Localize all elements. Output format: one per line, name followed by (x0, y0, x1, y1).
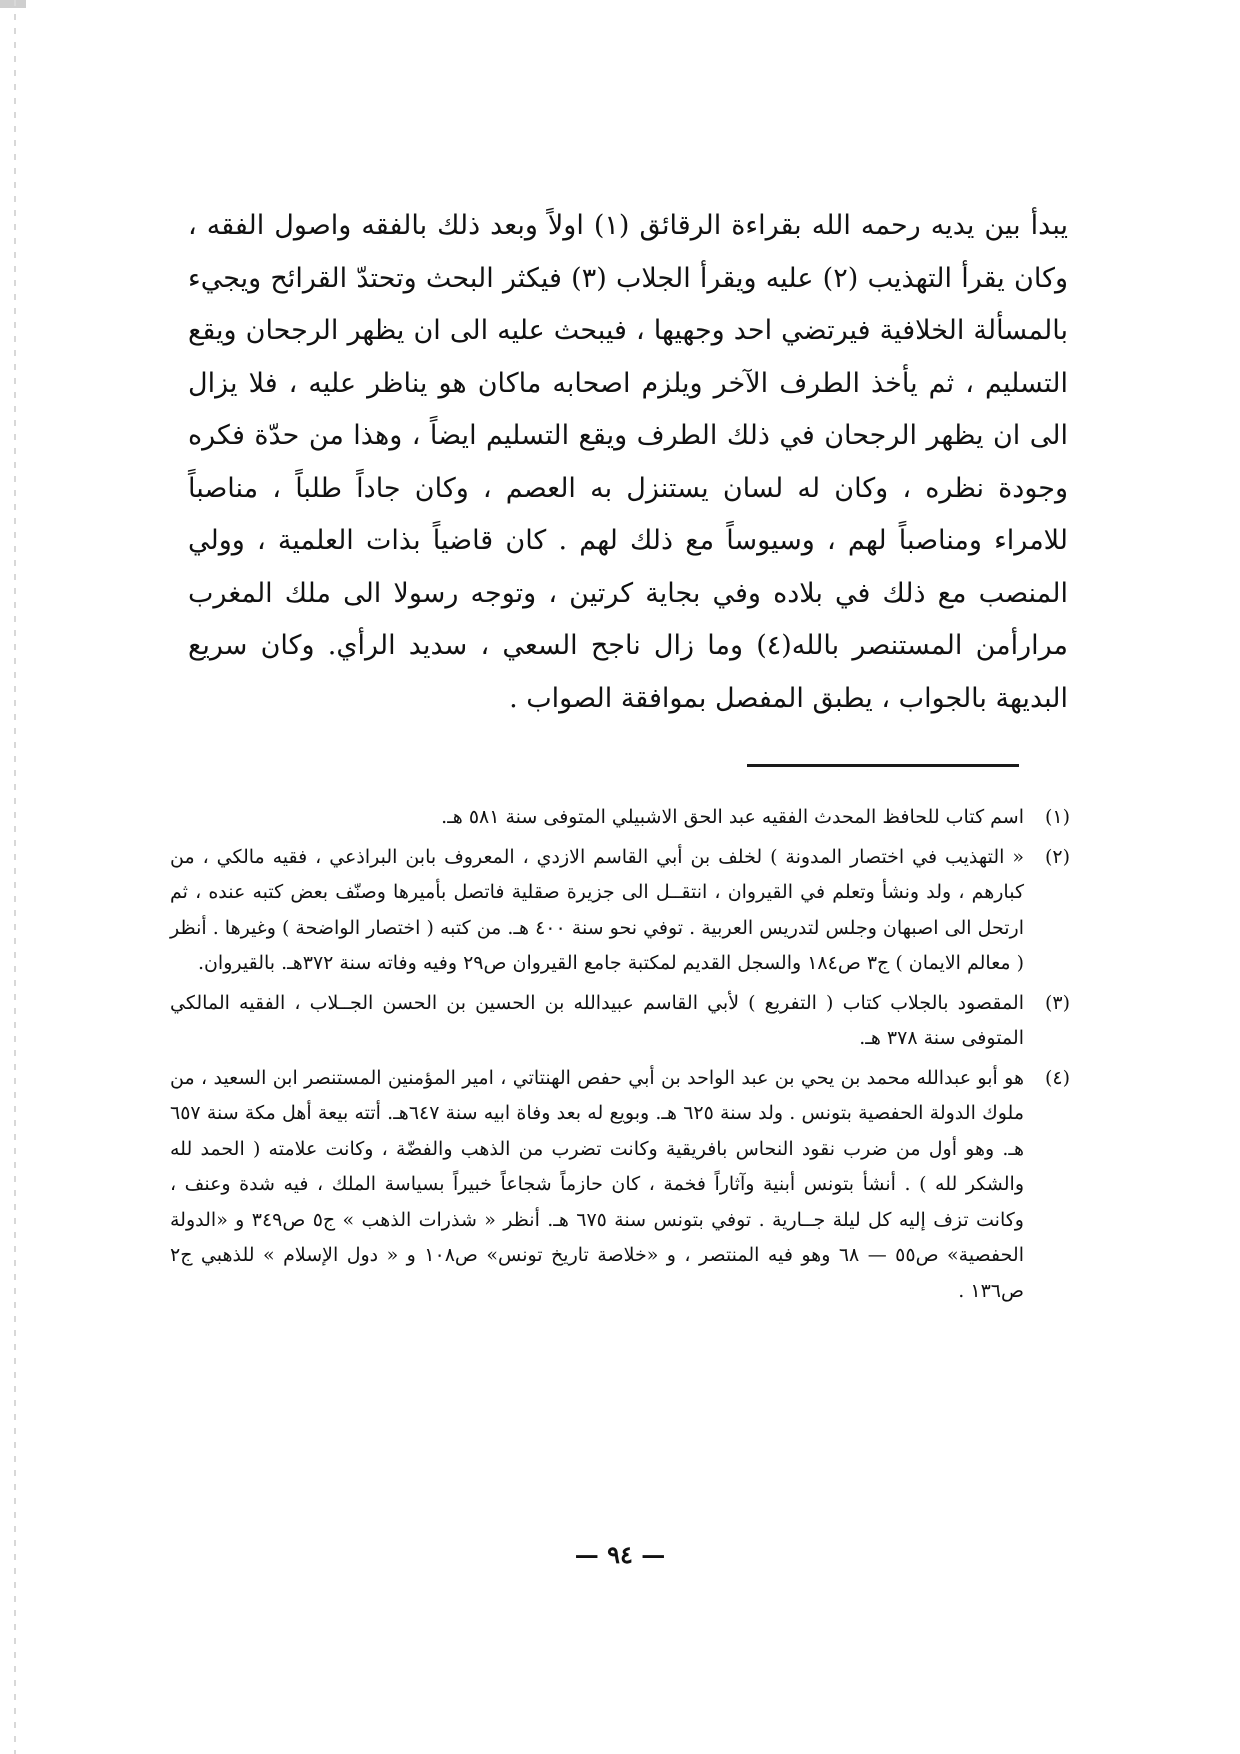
footnote-separator-rule (747, 764, 1019, 767)
footnote-text: « التهذيب في اختصار المدونة ) لخلف بن أبي القاسم الازدي ، المعروف بابن البراذعي ، فقيه مالكي ، من كبارهم ، ولد ونشأ وتعلم في القيروان ، انتقــل الى جزيرة صقلية فاتصل بأميرها وصنّف بعض كتبه عنده ، ثم ارتحل الى اصبهان وجلس لتدريس العربية . توفي نحو سنة ٤٠٠ هـ. من كتبه ( اختصار الواضحة ) وغيرها . أنظر ( معالم الايمان ) ج٣ ص١٨٤ والسجل القديم لمكتبة جامع القيروان ص٢٩ وفيه وفاته سنة ٣٧٢هـ. بالقيروان. (170, 845, 1024, 974)
footnote-text: اسم كتاب للحافظ المحدث الفقيه عبد الحق الاشبيلي المتوفى سنة ٥٨١ هـ. (441, 806, 1024, 828)
footnotes-section (170, 800, 1070, 1313)
footnote-text: المقصود بالجلاب كتاب ( التفريع ) لأبي القاسم عبيدالله بن الحسين بن الحسن الجــلاب ، الفقيه المالكي المتوفى سنة ٣٧٨ هـ. (170, 991, 1024, 1049)
footnote-number: (١) (1044, 806, 1070, 828)
scan-left-edge (14, 0, 16, 1754)
footnote-number: (٢) (1044, 845, 1070, 868)
footnote-3 (170, 986, 1070, 1057)
footnote-number: (٣) (1044, 991, 1070, 1014)
main-body-text (188, 200, 1068, 725)
footnote-text: هو أبو عبدالله محمد بن يحي بن عبد الواحد بن أبي حفص الهنتاتي ، امير المؤمنين المستنصر ابن السعيد ، من ملوك الدولة الحفصية بتونس . ولد سنة ٦٢٥ هـ. وبويع له بعد وفاة ابيه سنة ٦٤٧هـ. أتته بيعة أهل مكة سنة ٦٥٧ هـ. وهو أول من ضرب نقود النحاس بافريقية وكانت تضرب من الذهب والفضّة ، وكانت علامته ( الحمد لله والشكر لله ) . أنشأ بتونس أبنية وآثاراً فخمة ، كان حازماً شجاعاً خبيراً بسياسة الملك ، فيه شدة وعنف ، وكانت تزف إليه كل ليلة جــارية . توفي بتونس سنة ٦٧٥ هـ. أنظر « شذرات الذهب » ج٥ ص٣٤٩ و «الدولة الحفصية» ص٥٥ — ٦٨ وهو فيه المنتصر ، و «خلاصة تاريخ تونس» ص١٠٨ و « دول الإسلام » للذهبي ج٢ ص١٣٦ . (170, 1066, 1025, 1302)
page-number: — ٩٤ — (574, 1540, 666, 1569)
footnote-2 (170, 840, 1070, 982)
footnote-number: (٤) (1044, 1066, 1070, 1089)
body-paragraph: يبدأ بين يديه رحمه الله بقراءة الرقائق (١) اولاً وبعد ذلك بالفقه واصول الفقه ، وكان يقرأ التهذيب (٢) عليه ويقرأ الجلاب (٣) فيكثر البحث وتحتدّ القرائح ويجيء بالمسألة الخلافية فيرتضي احد وجهيها ، فيبحث عليه الى ان يظهر الرجحان ويقع التسليم ، ثم يأخذ الطرف الآخر ويلزم اصحابه ماكان هو يناظر عليه ، فلا يزال الى ان يظهر الرجحان في ذلك الطرف ويقع التسليم ايضاً ، وهذا من حدّة فكره وجودة نظره ، وكان له لسان يستنزل به العصم ، وكان جاداً طلباً ، مناصباً للامراء ومناصباً لهم ، وسيوساً مع ذلك لهم . كان قاضياً بذات العلمية ، وولي المنصب مع ذلك في بلاده وفي بجاية كرتين ، وتوجه رسولا الى ملك المغرب مرارأمن المستنصر بالله(٤) وما زال ناجح السعي ، سديد الرأي. وكان سريع البديهة بالجواب ، يطبق المفصل بموافقة الصواب . (188, 210, 1068, 714)
footnote-1 (170, 800, 1070, 836)
scan-corner-artifact (0, 0, 26, 8)
footnote-4 (170, 1061, 1070, 1310)
